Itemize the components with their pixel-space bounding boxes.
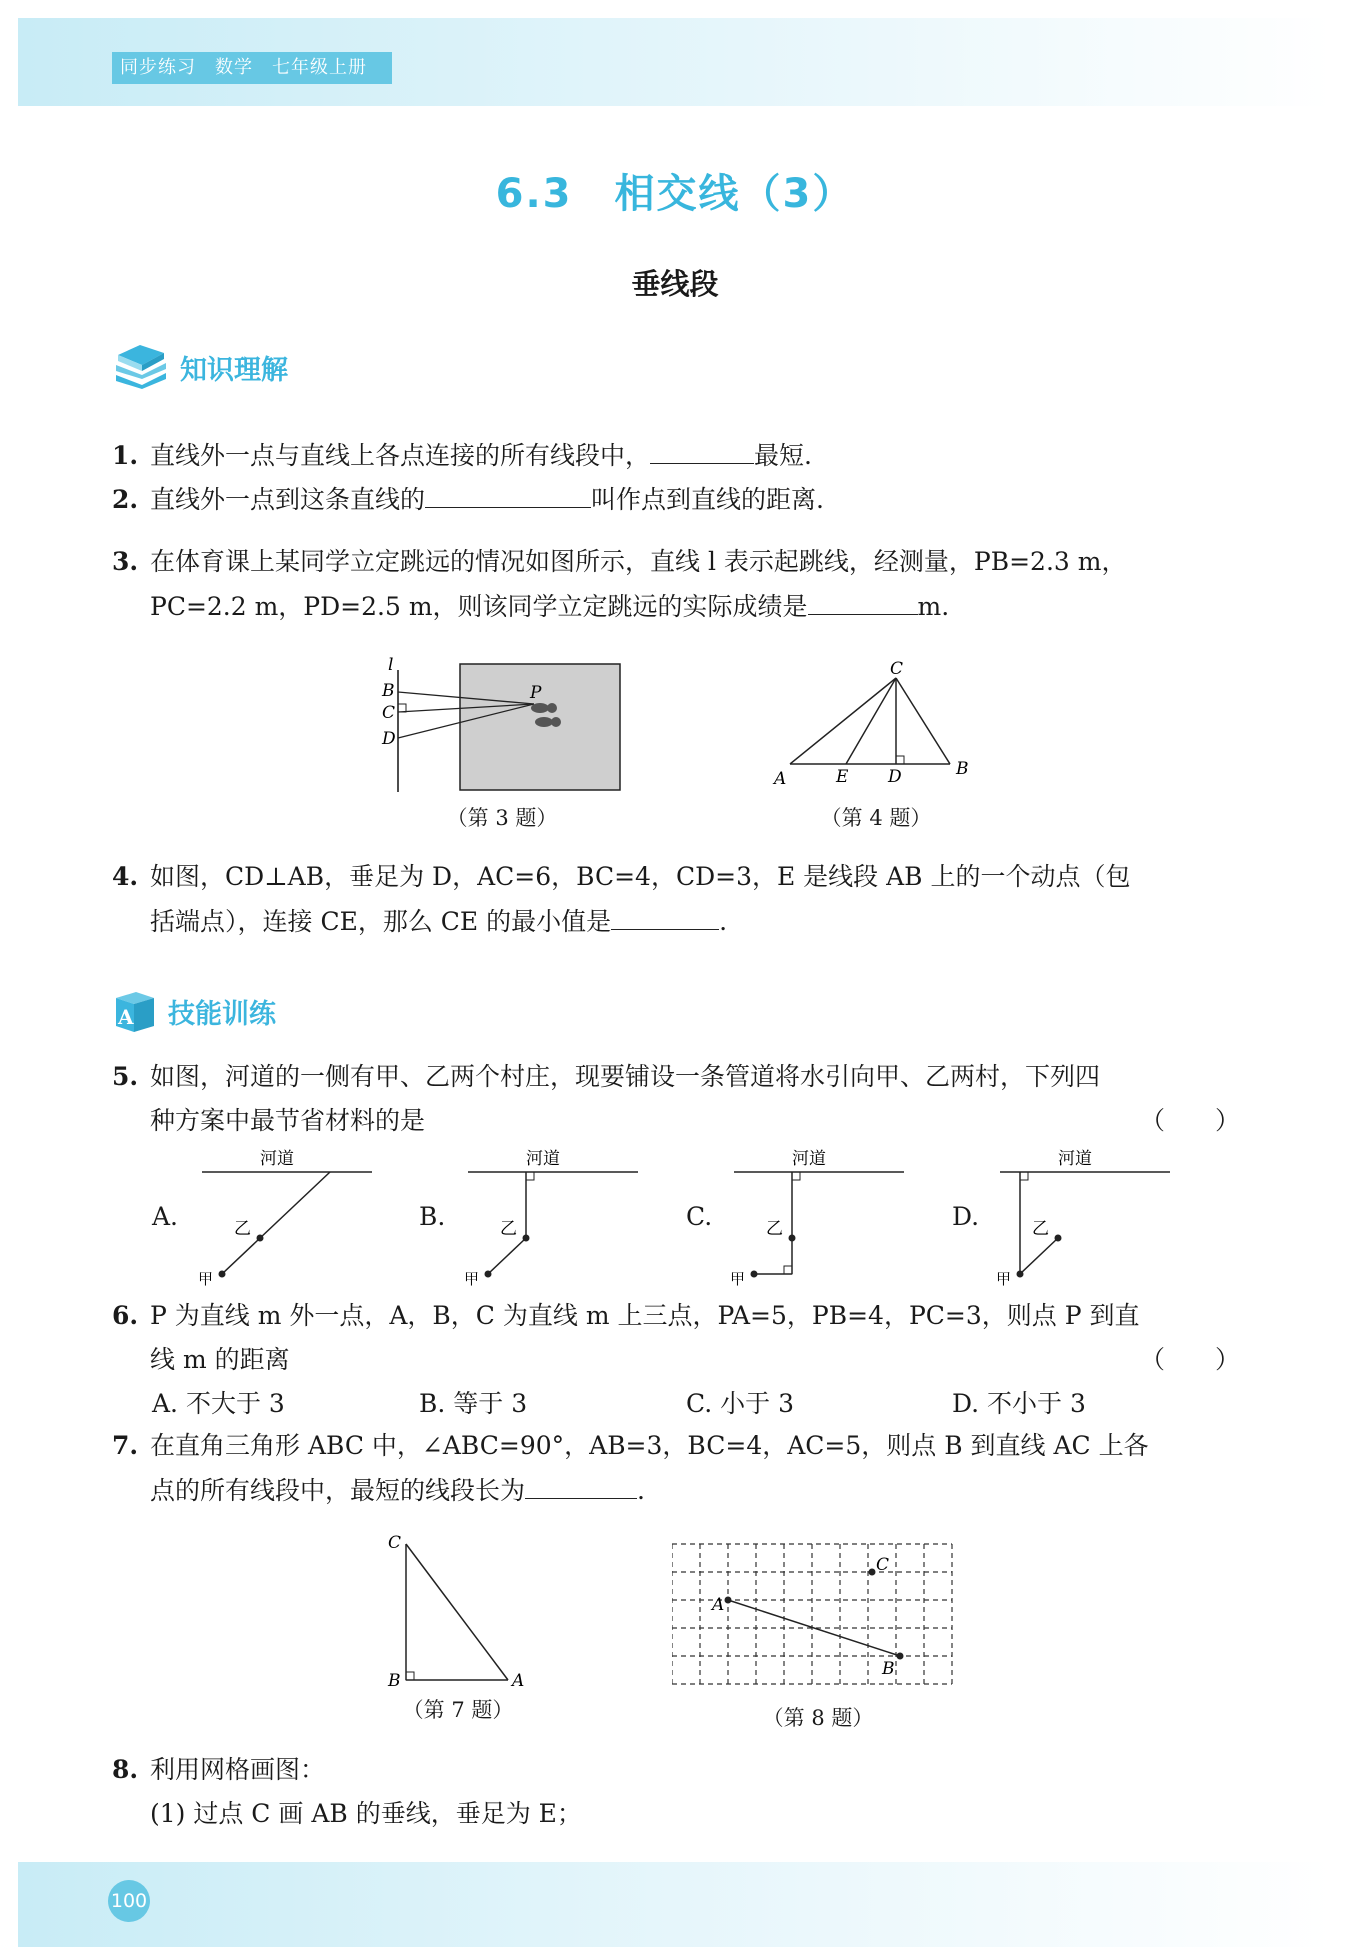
letter-a-cube-icon [112,988,158,1034]
question-number: 7. [112,1431,139,1460]
choice-parentheses: （ ） [1139,1345,1240,1374]
q6-option-b[interactable]: B. 等于 3 [419,1389,528,1418]
section-knowledge-label: 知识理解 [180,354,288,386]
answer-blank[interactable] [808,584,918,615]
fig8-label-a: A [712,1595,725,1615]
q6-option-d[interactable]: D. 不小于 3 [952,1389,1086,1418]
fig8-label-c: C [876,1555,890,1575]
q1-text-post: 最短. [754,441,812,470]
q7-line1: 在直角三角形 ABC 中，∠ABC=90°，AB=3，BC=4，AC=5，则点 B 到直线 AC 上各 [150,1431,1149,1460]
village-jia: 甲 [464,1270,480,1288]
question-2 [112,477,1240,522]
figure-8-grid [672,1540,962,1692]
q5-option-d[interactable]: D. [952,1202,980,1231]
section-skills-label: 技能训练 [168,998,276,1030]
figure-7 [380,1528,540,1688]
fig7-label-c: C [388,1533,402,1553]
village-jia: 甲 [198,1270,214,1288]
figure-4-caption: （第 4 题） [820,806,932,830]
village-jia: 甲 [730,1270,746,1288]
figure-5b [456,1144,646,1290]
fig3-label-c: C [382,703,396,723]
fig4-label-a: A [774,769,787,788]
figure-4 [764,660,984,788]
q2-text-post: 叫作点到直线的距离. [591,485,824,514]
question-number: 8. [112,1755,139,1784]
fig4-label-e: E [836,767,849,787]
header-tag: 同步练习 数学 七年级上册 [112,52,392,84]
section-knowledge [112,342,288,392]
figure-5a [190,1144,380,1290]
village-yi: 乙 [500,1219,517,1239]
question-number: 6. [112,1301,139,1330]
question-4 [112,855,1240,944]
question-8 [112,1748,1240,1836]
fig7-label-b: B [388,1671,401,1688]
fig3-label-l: l [388,655,394,675]
village-yi: 乙 [1032,1219,1049,1239]
fig3-label-p: P [530,683,542,703]
figure-3 [374,652,630,794]
fig4-label-b: B [956,759,969,779]
q3-line1: 在体育课上某同学立定跳远的情况如图所示，直线 l 表示起跳线，经测量，PB=2.3 m， [150,547,1127,576]
q6-line1: P 为直线 m 外一点，A，B，C 为直线 m 上三点，PA=5，PB=4，PC=3，则点 P 到直 [150,1301,1140,1330]
q5-line1: 如图，河道的一侧有甲、乙两个村庄，现要铺设一条管道将水引向甲、乙两村，下列四 [150,1062,1101,1091]
answer-blank[interactable] [425,477,591,508]
q8-line2: (1) 过点 C 画 AB 的垂线，垂足为 E； [150,1799,582,1828]
fig8-label-b: B [882,1659,895,1679]
q3-line2-post: m. [917,592,950,621]
fig7-label-a: A [512,1671,525,1688]
q3-line2-pre: PC=2.2 m，PD=2.5 m，则该同学立定跳远的实际成绩是 [150,592,808,621]
question-number: 4. [112,862,139,891]
svg-text:A: A [118,1005,134,1029]
answer-blank[interactable] [525,1468,637,1499]
question-5 [112,1055,1240,1143]
fig4-label-d: D [888,767,902,787]
q7-line2-pre: 点的所有线段中，最短的线段长为 [150,1476,526,1505]
q7-line2-post: . [637,1476,645,1505]
question-7 [112,1424,1240,1513]
q5-option-b[interactable]: B. [419,1202,446,1231]
q8-line1: 利用网格画图： [150,1755,326,1784]
village-yi: 乙 [766,1219,783,1239]
q4-line2-pre: 括端点），连接 CE，那么 CE 的最小值是 [150,907,612,936]
river-label: 河道 [526,1149,560,1169]
books-icon [112,345,170,389]
answer-blank[interactable] [650,433,754,464]
fig4-label-c: C [890,660,904,679]
river-label: 河道 [792,1149,826,1169]
section-skills [112,986,276,1036]
fig3-label-d: D [382,729,396,749]
q1-text-pre: 直线外一点与直线上各点连接的所有线段中， [150,441,651,470]
q2-text-pre: 直线外一点到这条直线的 [150,485,426,514]
river-label: 河道 [1058,1149,1092,1169]
village-yi: 乙 [234,1219,251,1239]
q6-option-a[interactable]: A. 不大于 3 [152,1389,285,1418]
q5-line2: 种方案中最节省材料的是 [150,1106,426,1135]
bottom-band [18,1862,1332,1947]
q6-line2: 线 m 的距离 [150,1345,290,1374]
q6-option-c[interactable]: C. 小于 3 [686,1389,794,1418]
question-number: 5. [112,1062,139,1091]
question-3 [112,540,1240,629]
question-number: 2. [112,485,139,514]
q5-option-a[interactable]: A. [152,1202,179,1231]
q4-line1: 如图，CD⊥AB，垂足为 D，AC=6，BC=4，CD=3，E 是线段 AB 上的一个动点（包 [150,862,1131,891]
question-number: 1. [112,441,139,470]
fig3-label-b: B [382,681,395,701]
figure-7-caption: （第 7 题） [402,1698,514,1722]
page-subtitle: 垂线段 [631,267,719,301]
figure-8-caption: （第 8 题） [762,1706,874,1730]
answer-blank[interactable] [611,899,719,930]
question-6 [112,1294,1240,1382]
q4-line2-post: . [719,907,728,936]
choice-parentheses: （ ） [1139,1106,1240,1135]
page-title: 6.3 相交线（3） [495,171,855,217]
village-jia: 甲 [996,1270,1012,1288]
page-number: 100 [108,1880,150,1922]
figure-3-caption: （第 3 题） [446,806,558,830]
figure-5c [722,1144,912,1290]
q5-option-c[interactable]: C. [686,1202,713,1231]
figure-5d [988,1144,1178,1290]
question-1 [112,433,1240,478]
river-label: 河道 [260,1149,294,1169]
question-number: 3. [112,547,139,576]
